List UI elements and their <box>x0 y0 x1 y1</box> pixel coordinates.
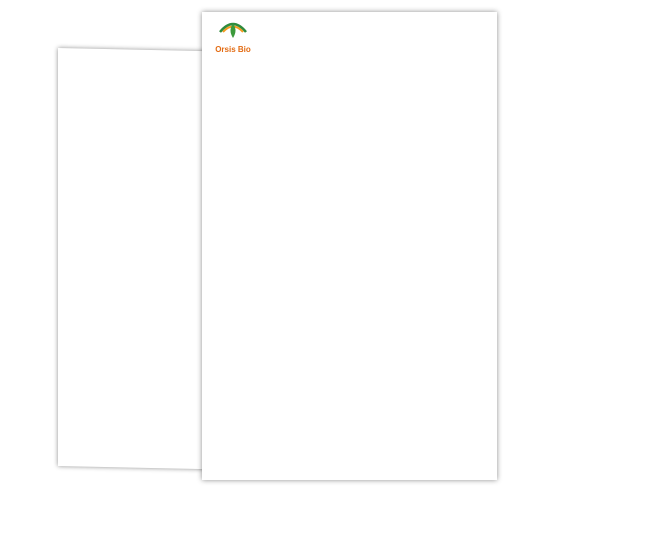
front-report-page <box>202 12 497 480</box>
svg-text:Orsis Bio: Orsis Bio <box>215 45 251 54</box>
orsis-bio-logo <box>214 16 252 60</box>
